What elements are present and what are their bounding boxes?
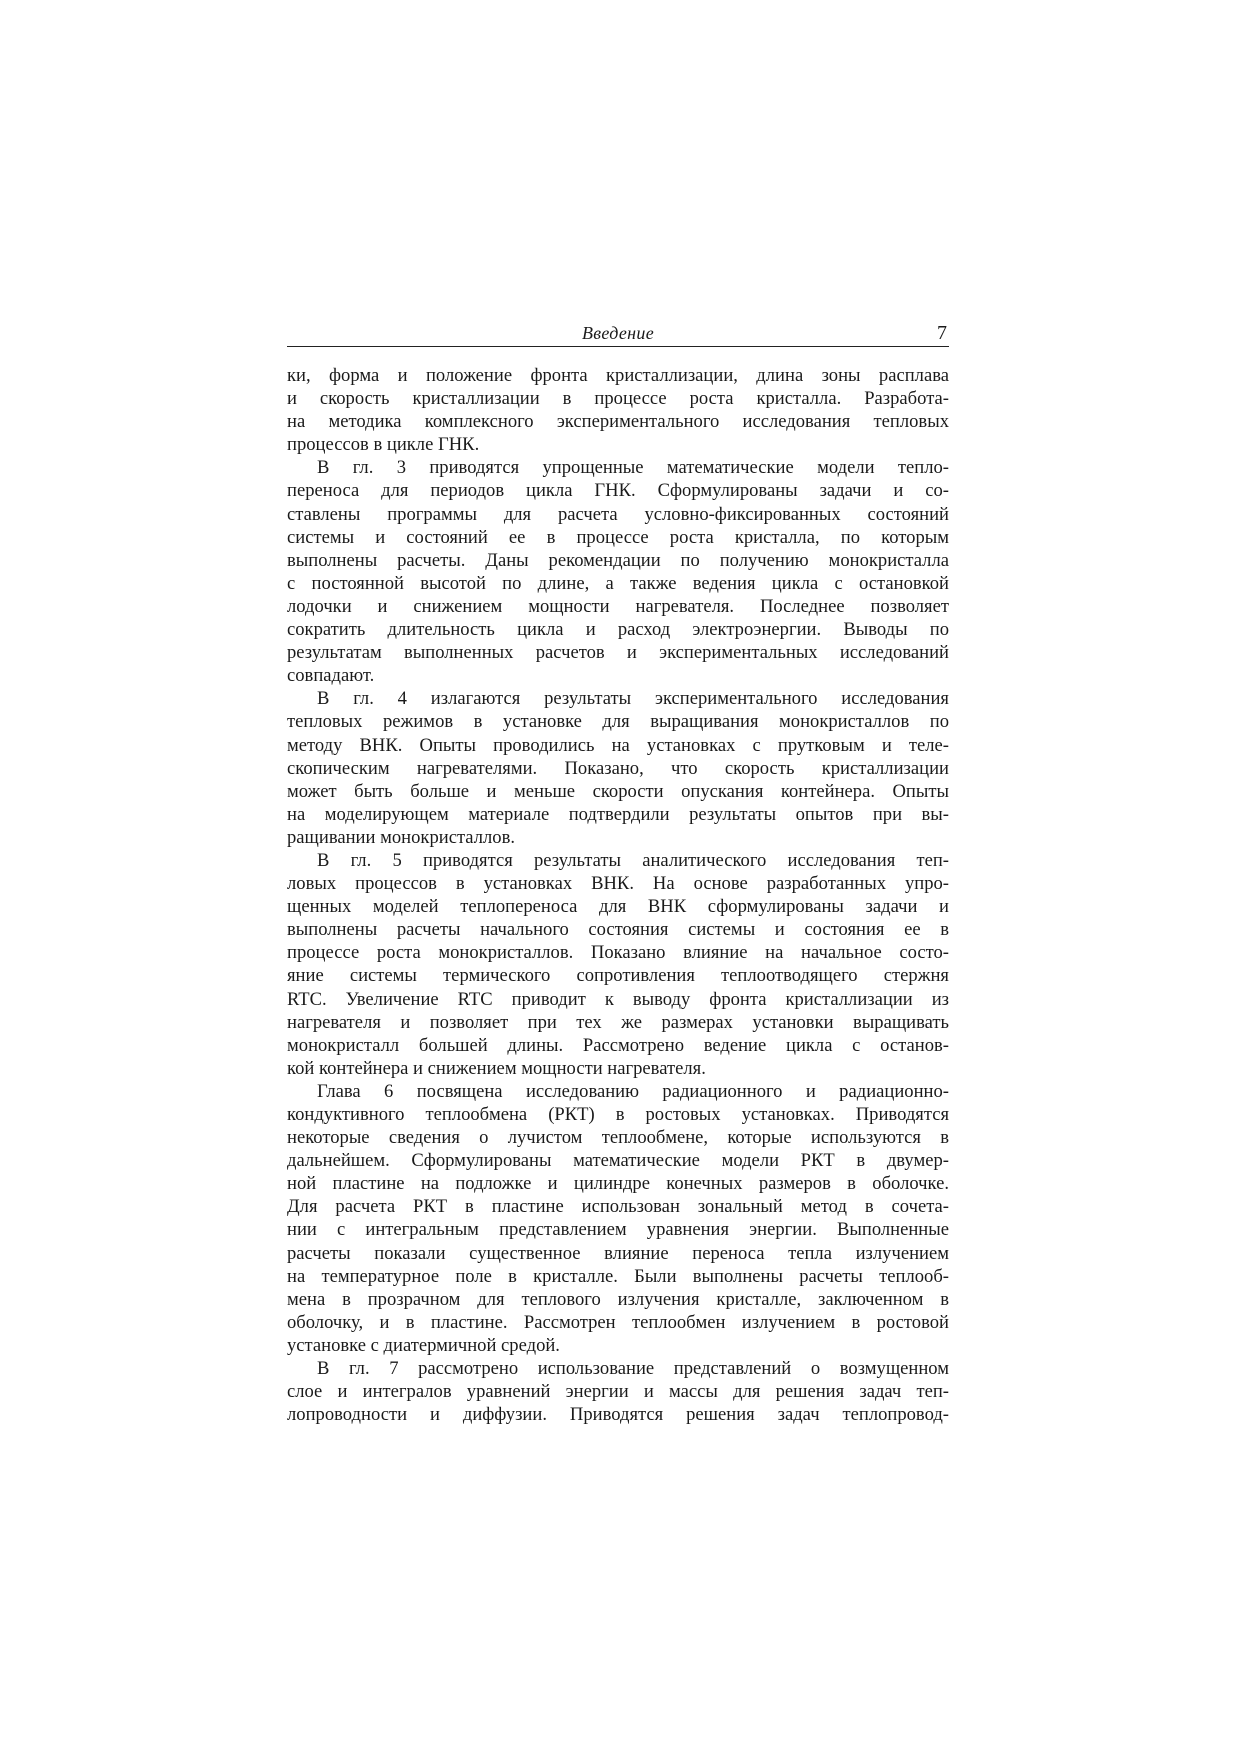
- text-line: переноса для периодов цикла ГНК. Сформулированы задачи и со-: [287, 480, 949, 502]
- text-line: тепловых режимов в установке для выращивания монокристаллов по: [287, 711, 949, 733]
- text-line: некоторые сведения о лучистом теплообмене, которые используются в: [287, 1127, 949, 1149]
- running-title: Введение: [582, 323, 654, 343]
- text-line: нии с интегральным представлением уравнения энергии. Выполненные: [287, 1219, 949, 1241]
- text-line: В гл. 4 излагаются результаты экспериментального исследования: [317, 688, 949, 710]
- paragraph: [287, 364, 949, 456]
- text-line: ловых процессов в установках ВНК. На основе разработанных упро-: [287, 873, 949, 895]
- text-line: на моделирующем материале подтвердили результаты опытов при вы-: [287, 803, 949, 825]
- text-line: скопическим нагревателями. Показано, что скорость кристаллизации: [287, 757, 949, 779]
- paragraph: [287, 849, 949, 1080]
- page-number: 7: [937, 322, 947, 344]
- text-line: В гл. 5 приводятся результаты аналитического исследования теп-: [317, 849, 949, 871]
- paragraph: [287, 1357, 949, 1426]
- text-line: нагревателя и позволяет при тех же размерах установки выращивать: [287, 1011, 949, 1033]
- text-line: расчеты показали существенное влияние переноса тепла излучением: [287, 1242, 949, 1264]
- text-line: Для расчета РКТ в пластине использован зональный метод в сочета-: [287, 1196, 949, 1218]
- text-line: процессов в цикле ГНК.: [287, 434, 480, 456]
- text-line: ной пластине на подложке и цилиндре конечных размеров в оболочке.: [287, 1173, 949, 1195]
- text-line: методу ВНК. Опыты проводились на установках с прутковым и теле-: [287, 734, 949, 756]
- text-line: выполнены расчеты. Даны рекомендации по получению монокристалла: [287, 549, 949, 571]
- text-line: мена в прозрачном для теплового излучения кристалле, заключенном в: [287, 1288, 949, 1310]
- text-line: процессе роста монокристаллов. Показано влияние на начальное состо-: [287, 942, 949, 964]
- paragraph: [287, 456, 949, 687]
- text-line: на методика комплексного экспериментального исследования тепловых: [287, 411, 949, 433]
- text-line: на температурное поле в кристалле. Были выполнены расчеты теплооб-: [287, 1265, 949, 1287]
- text-line: кой контейнера и снижением мощности нагревателя.: [287, 1057, 706, 1079]
- text-line: сократить длительность цикла и расход электроэнергии. Выводы по: [287, 619, 949, 641]
- text-line: с постоянной высотой по длине, а также ведения цикла с остановкой: [287, 572, 949, 594]
- text-line: совпадают.: [287, 665, 375, 687]
- text-line: кондуктивного теплообмена (РКТ) в ростовых установках. Приводятся: [287, 1104, 949, 1125]
- text-line: В гл. 7 рассмотрено использование представлений о возмущенном: [317, 1358, 949, 1380]
- text-line: установке с диатермичной средой.: [287, 1334, 560, 1356]
- text-line: щенных моделей теплопереноса для ВНК сформулированы задачи и: [287, 896, 949, 918]
- text-line: RTC. Увеличение RTC приводит к выводу фронта кристаллизации из: [287, 988, 949, 1010]
- paragraph: [287, 687, 949, 849]
- text-line: В гл. 3 приводятся упрощенные математические модели тепло-: [317, 457, 949, 479]
- text-line: монокристалл большей длины. Рассмотрено ведение цикла с останов-: [287, 1034, 949, 1056]
- text-line: дальнейшем. Сформулированы математические модели РКТ в двумер-: [287, 1150, 949, 1172]
- text-line: лопроводности и диффузии. Приводятся решения задач теплопровод-: [287, 1404, 949, 1426]
- text-line: результатам выполненных расчетов и экспериментальных исследований: [287, 642, 949, 664]
- running-header: [287, 322, 949, 347]
- text-line: яние системы термического сопротивления теплоотводящего стержня: [287, 965, 949, 987]
- body-text: [287, 364, 949, 1426]
- text-line: Глава 6 посвящена исследованию радиационного и радиационно-: [317, 1080, 949, 1102]
- text-line: ки, форма и положение фронта кристаллизации, длина зоны расплава: [287, 365, 949, 386]
- paragraph: [287, 1080, 949, 1357]
- text-line: системы и состояний ее в процессе роста кристалла, по которым: [287, 526, 949, 548]
- text-line: лодочки и снижением мощности нагревателя. Последнее позволяет: [287, 595, 949, 617]
- text-line: ращивании монокристаллов.: [287, 826, 516, 848]
- text-line: слое и интегралов уравнений энергии и массы для решения задач теп-: [287, 1381, 949, 1403]
- text-line: выполнены расчеты начального состояния системы и состояния ее в: [287, 919, 949, 941]
- text-line: может быть больше и меньше скорости опускания контейнера. Опыты: [287, 780, 949, 802]
- text-line: оболочку, и в пластине. Рассмотрен теплообмен излучением в ростовой: [287, 1311, 949, 1333]
- text-line: ставлены программы для расчета условно-фиксированных состояний: [287, 503, 949, 525]
- text-line: и скорость кристаллизации в процессе роста кристалла. Разработа-: [287, 388, 949, 410]
